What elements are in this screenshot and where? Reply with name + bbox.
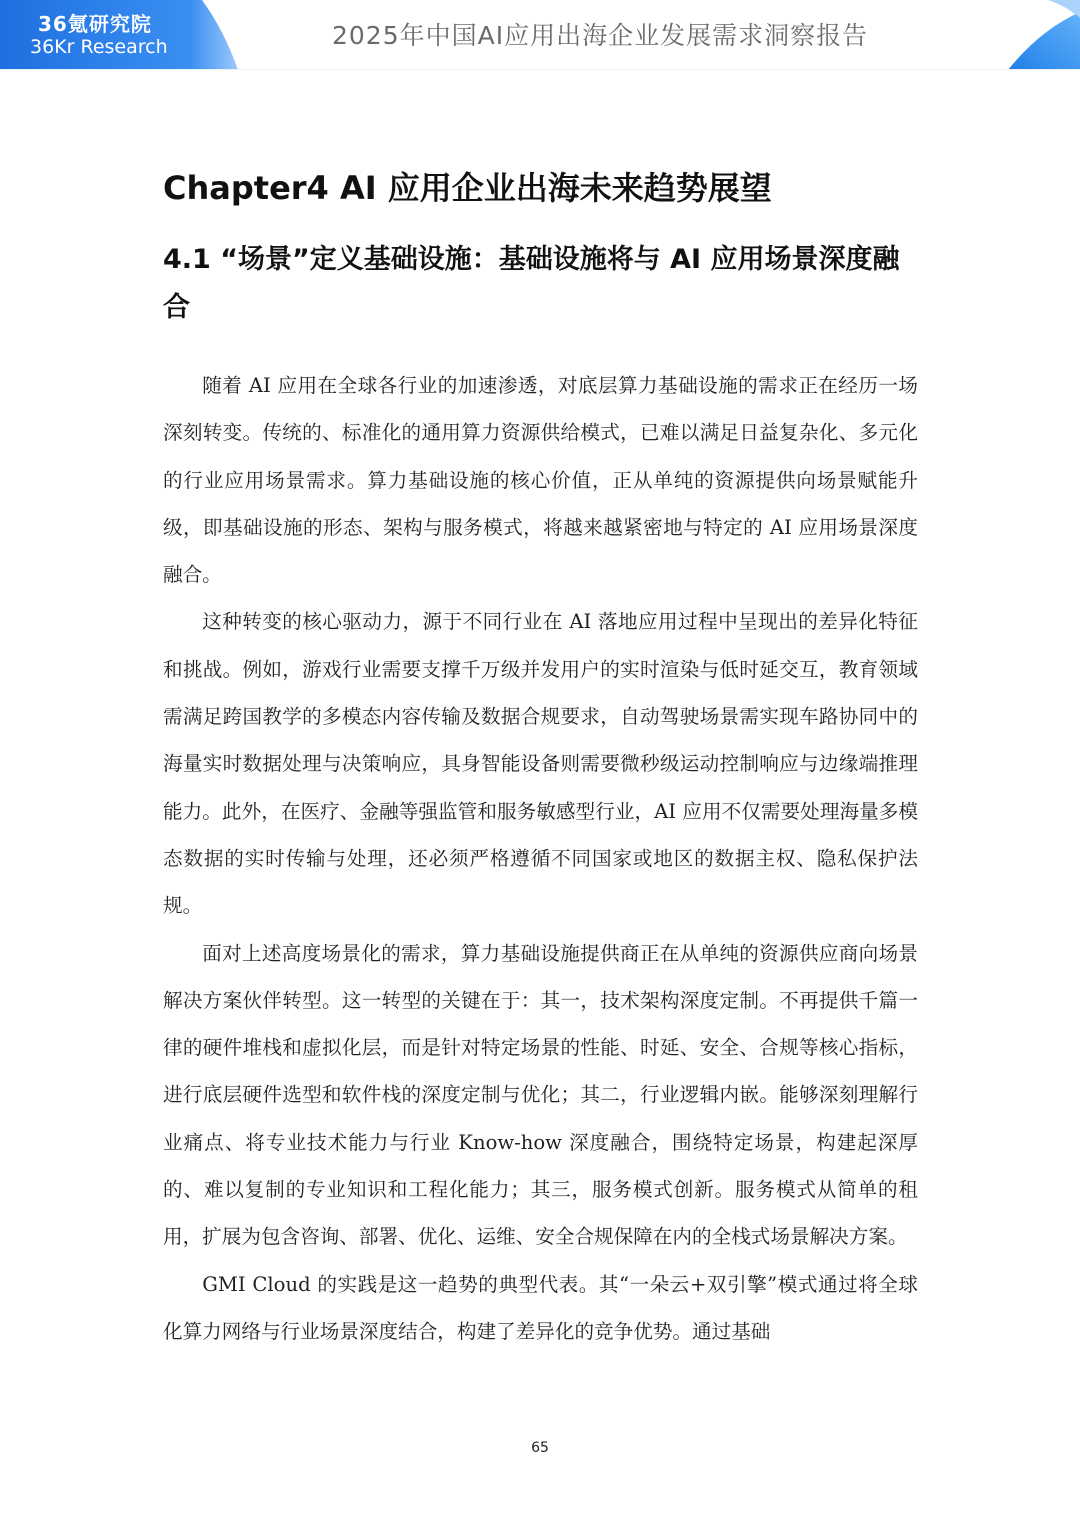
page-content <box>163 162 918 1355</box>
brand-name-cn: 36氪研究院 <box>38 12 152 36</box>
page-number: 65 <box>531 1440 549 1456</box>
corner-decoration <box>1000 0 1080 70</box>
page-header <box>0 0 1080 70</box>
report-title: 2025年中国AI应用出海企业发展需求洞察报告 <box>332 21 869 50</box>
body-paragraph: 这种转变的核心驱动力，源于不同行业在 AI 落地应用过程中呈现出的差异化特征和挑战。例如，游戏行业需要支撑千万级并发用户的实时渲染与低时延交互，教育领域需满足跨国教学的多模态内容传输及数据合规要求，自动驾驶场景需实现车路协同中的海量实时数据处理与决策响应，具身智能设备则需要微秒级运动控制响应与边缘端推理能力。此外，在医疗、金融等强监管和服务敏感型行业，AI 应用不仅需要处理海量多模态数据的实时传输与处理，还必须严格遵循不同国家或地区的数据主权、隐私保护法规。 <box>163 610 918 918</box>
body-paragraph: 随着 AI 应用在全球各行业的加速渗透，对底层算力基础设施的需求正在经历一场深刻转变。传统的、标准化的通用算力资源供给模式，已难以满足日益复杂化、多元化的行业应用场景需求。算力基础设施的核心价值，正从单纯的资源提供向场景赋能升级，即基础设施的形态、架构与服务模式，将越来越紧密地与特定的 AI 应用场景深度融合。 <box>163 374 918 587</box>
brand-name-en: 36Kr Research <box>30 36 168 58</box>
header-divider <box>0 69 1080 70</box>
body-paragraph: 面对上述高度场景化的需求，算力基础设施提供商正在从单纯的资源供应商向场景解决方案伙伴转型。这一转型的关键在于：其一，技术架构深度定制。不再提供千篇一律的硬件堆栈和虚拟化层，而是针对特定场景的性能、时延、安全、合规等核心指标，进行底层硬件选型和软件栈的深度定制与优化；其二，行业逻辑内嵌。能够深刻理解行业痛点、将专业技术能力与行业 Know-how 深度融合，围绕特定场景，构建起深厚的、难以复制的专业知识和工程化能力；其三，服务模式创新。服务模式从简单的租用，扩展为包含咨询、部署、优化、运维、安全合规保障在内的全栈式场景解决方案。 <box>163 941 918 1249</box>
chapter-title: Chapter4 AI 应用企业出海未来趋势展望 <box>163 169 772 207</box>
section-title: 4.1 “场景”定义基础设施：基础设施将与 AI 应用场景深度融合 <box>163 244 900 323</box>
body-paragraph: GMI Cloud 的实践是这一趋势的典型代表。其“一朵云+双引擎”模式通过将全球化算力网络与行业场景深度结合，构建了差异化的竞争优势。通过基础 <box>163 1272 918 1343</box>
